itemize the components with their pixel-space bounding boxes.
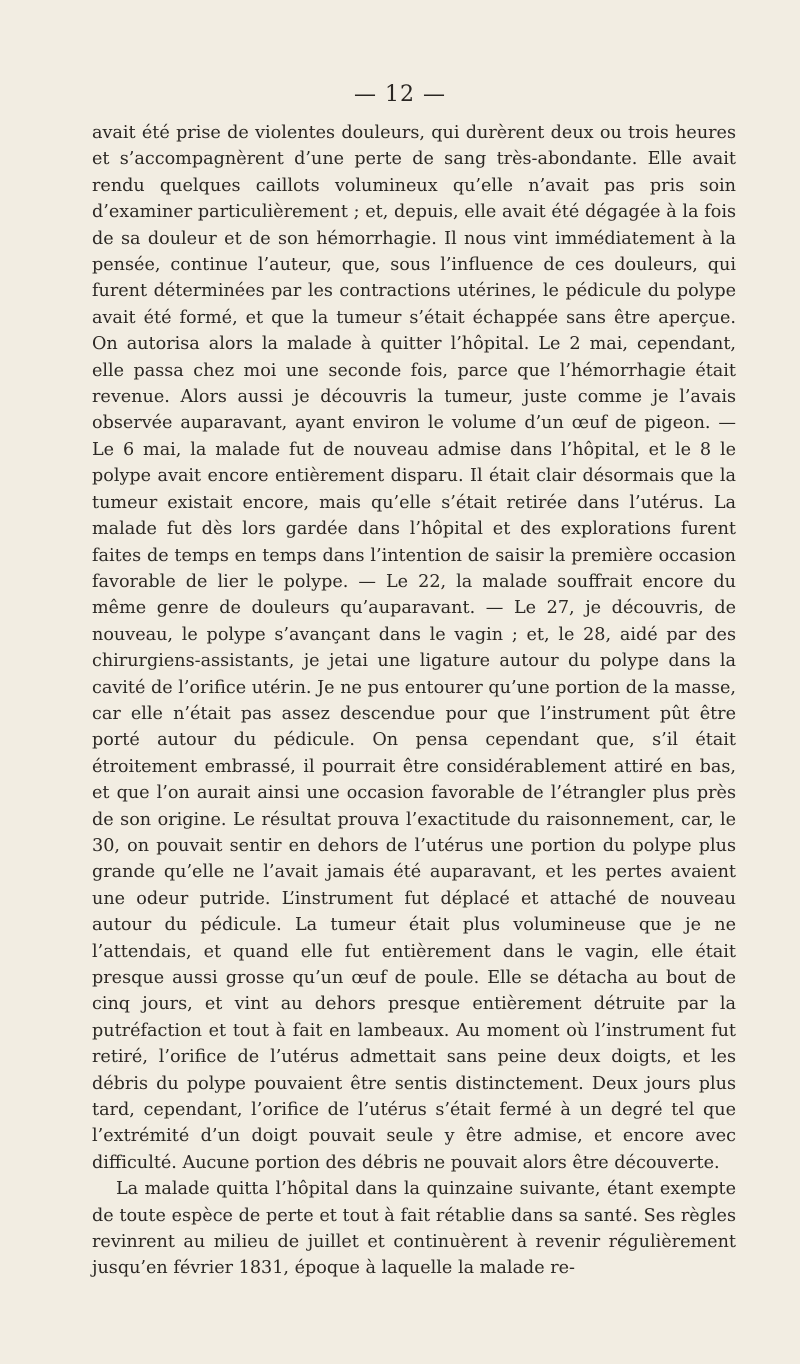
paragraph-continuation: avait été prise de violentes douleurs, qui durèrent deux ou trois heures et s’accompagnèrent d’une perte de sang très-abondante. Elle avait rendu quelques caillots volumineux qu’elle n’avait pas pris soin d’examiner particulièrement ; et, depuis, elle avait été dégagée à la fois de sa douleur et de son hémorrhagie. Il nous vint immédiatement à la pensée, continue l’auteur, que, sous l’influence de ces douleurs, qui furent déterminées par les contractions utérines, le pédicule du polype avait été formé, et que la tumeur s’était échappée sans être aperçue. On autorisa alors la malade à quitter l’hôpital. Le 2 mai, cependant, elle passa chez moi une seconde fois, parce que l’hémorrhagie était revenue. Alors aussi je découvris la tumeur, juste comme je l’avais observée auparavant, ayant environ le volume d’un œuf de pigeon. — Le 6 mai, la malade fut de nouveau admise dans l’hôpital, et le 8 le polype avait encore entièrement disparu. Il était clair désormais que la tumeur existait encore, mais qu’elle s’était retirée dans l’utérus. La malade fut dès lors gardée dans l’hôpital et des explorations furent faites de temps en temps dans l’intention de saisir la première occasion favorable de lier le polype. — Le 22, la malade souffrait encore du même genre de douleurs qu’auparavant. — Le 27, je découvris, de nouveau, le polype s’avançant dans le vagin ; et, le 28, aidé par des chirurgiens-assistants, je jetai une ligature autour du polype dans la cavité de l’orifice utérin. Je ne pus entourer qu’une portion de la masse, car elle n’était pas assez descendue pour que l’instrument pût être porté autour du pédicule. On pensa cependant que, s’il était étroitement embrassé, il pourrait être considérablement attiré en bas, et que l’on aurait ainsi une occasion favorable de l’étrangler plus près de son origine. Le résultat prouva l’exactitude du raisonnement, car, le 30, on pouvait sentir en dehors de l’utérus une portion du polype plus grande qu’elle ne l’avait jamais été auparavant, et les pertes avaient une odeur putride. L’instrument fut déplacé et attaché de nouveau autour du pédicule. La tumeur était plus volumineuse que je ne l’attendais, et quand elle fut entièrement dans le vagin, elle était presque aussi grosse qu’un œuf de poule. Elle se détacha au bout de cinq jours, et vint au dehors presque entièrement détruite par la putréfaction et tout à fait en lambeaux. Au moment où l’instrument fut retiré, l’orifice de l’utérus admettait sans peine deux doigts, et les débris du polype pouvaient être sentis distinctement. Deux jours plus tard, cependant, l’orifice de l’utérus s’était fermé à un degré tel que l’extrémité d’un doigt pouvait seule y être admise, et encore avec difficulté. Aucune portion des débris ne pouvait alors être découverte.: [92, 123, 736, 1173]
page-number: — 12 —: [354, 82, 446, 107]
paragraph-recovery: La malade quitta l’hôpital dans la quinzaine suivante, étant exempte de toute espèce de perte et tout à fait rétablie dans sa santé. Ses règles revinrent au milieu de juillet et continuèrent à revenir régulièrement jusqu’en février 1831, époque à laquelle la malade re-: [92, 1179, 736, 1279]
body-text: [92, 120, 736, 1282]
